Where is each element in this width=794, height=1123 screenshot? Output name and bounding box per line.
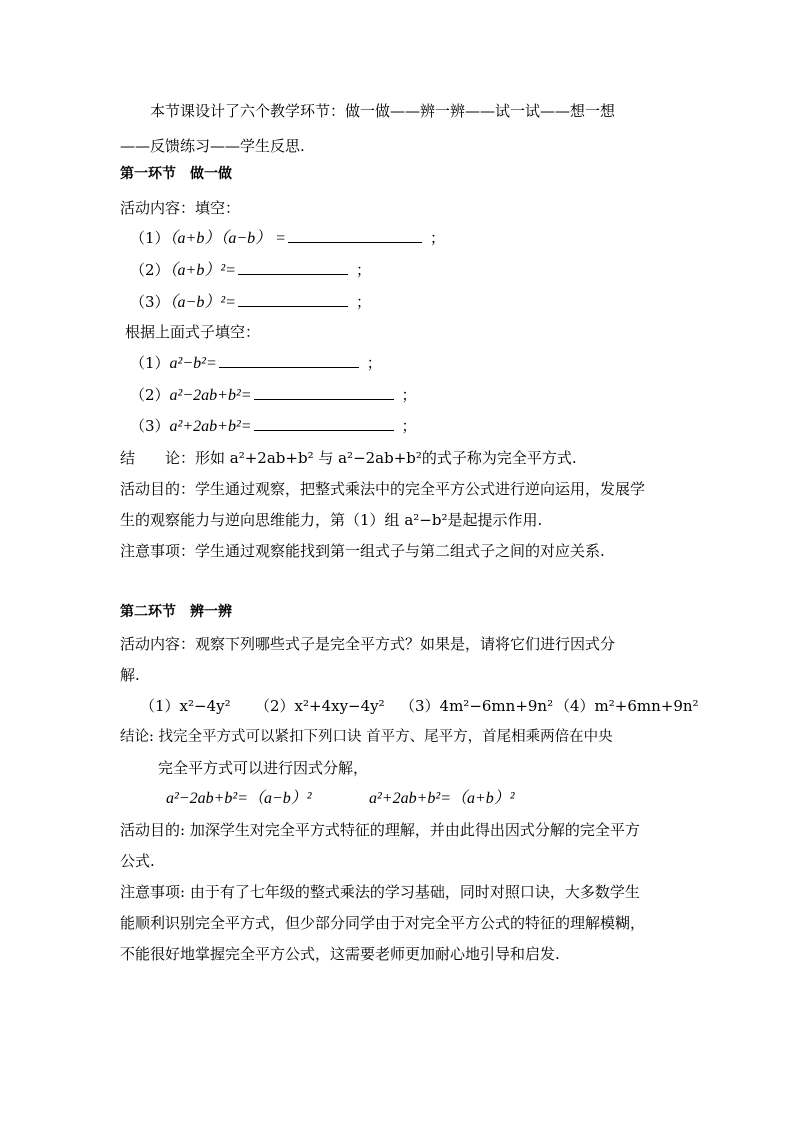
fill-item-num: （2） [130,261,170,279]
option-1: （1）x²−4y² [140,697,231,715]
formula-2: a²+2ab+b²=（a+b）² [369,790,515,807]
answer-blank[interactable] [238,292,348,307]
section1-note: 注意事项：学生通过观察能找到第一组式子与第二组式子之间的对应关系. [120,542,605,560]
option-2: （2）x²+4xy−4y² [255,697,385,715]
fill-item-end: ； [366,354,382,372]
section2-conclusion-line-1: 结论: 找完全平方式可以紧扣下列口诀 首平方、尾平方，首尾相乘两倍在中央 [120,729,613,745]
fill-item-num: （2） [130,386,170,404]
option-4: （4）m²+6mn+9n² [555,697,699,715]
section1-activity-label: 活动内容：填空： [120,199,241,217]
answer-blank[interactable] [288,228,422,243]
fill-item-expr: （a+b）²= [169,262,236,279]
fill-item-num: （1） [130,354,170,372]
section2-purpose-line-2: 公式. [120,852,155,870]
formula-1: a²−2ab+b²=（a−b）² [166,790,312,807]
option-3: （3）4m²−6mn+9n² [400,697,554,715]
section2-activity-line-1: 活动内容：观察下列哪些式子是完全平方式？如果是，请将它们进行因式分 [120,635,616,653]
fill-item2-1 [130,353,382,374]
section2-note-line-2: 能顺利识别完全平方式，但少部分同学由于对完全平方公式的特征的理解模糊， [120,914,646,932]
conclusion-text: 形如 a²+2ab+b² 与 a²−2ab+b²的式子称为完全平方式. [195,449,577,467]
intro-line-1: 本节课设计了六个教学环节：做一做——辨一辨——试一试——想一想 [150,102,616,120]
fill-item-num: （3） [130,417,170,435]
fill-item-expr: a²+2ab+b²= [169,418,252,435]
fill-item-end: ； [355,293,371,311]
section2-conclusion-line-2: 完全平方式可以进行因式分解， [158,759,369,777]
intro-line-2: ——反馈练习——学生反思. [120,137,305,155]
section1-purpose-line-2: 生的观察能力与逆向思维能力，第（1）组 a²−b²是起提示作用. [120,511,543,529]
answer-blank[interactable] [254,416,394,431]
fill-item-expr: a²−b²= [169,355,217,372]
answer-blank[interactable] [219,353,359,368]
section1-purpose-line-1: 活动目的：学生通过观察，把整式乘法中的完全平方公式进行逆向运用，发展学 [120,480,646,498]
section2-purpose-line-1: 活动目的: 加深学生对完全平方式特征的理解，并由此得出因式分解的完全平方 [120,821,640,839]
fill-item-3 [130,292,371,313]
section2-title: 第二环节 辨一辨 [120,604,232,620]
section2-note-line-1: 注意事项: 由于有了七年级的整式乘法的学习基础，同时对照口诀，大多数学生 [120,883,640,901]
section2-activity-line-2: 解. [120,666,140,684]
conclusion-label: 结 论： [120,449,196,467]
fill-item-num: （3） [130,293,170,311]
answer-blank[interactable] [254,385,394,400]
fill-item-expr: （a−b）²= [169,294,236,311]
section1-title: 第一环节 做一做 [120,166,232,182]
fill-item-expr: a²−2ab+b²= [169,387,252,404]
fill-item-end: ； [401,386,417,404]
fill-item-2 [130,260,371,281]
fill-item-expr: （a+b）（a−b） = [169,230,286,247]
answer-blank[interactable] [238,260,348,275]
fill-item-1 [130,228,445,249]
fill-item-end: ； [355,261,371,279]
fill-item-end: ； [429,229,445,247]
fill-item2-2 [130,385,417,406]
fill-by-above-label: 根据上面式子填空： [125,323,261,341]
section2-note-line-3: 不能很好地掌握完全平方公式，这需要老师更加耐心地引导和启发. [120,945,560,963]
fill-item2-3 [130,416,417,437]
fill-item-end: ； [401,417,417,435]
fill-item-num: （1） [130,229,170,247]
section1-conclusion [120,448,577,468]
